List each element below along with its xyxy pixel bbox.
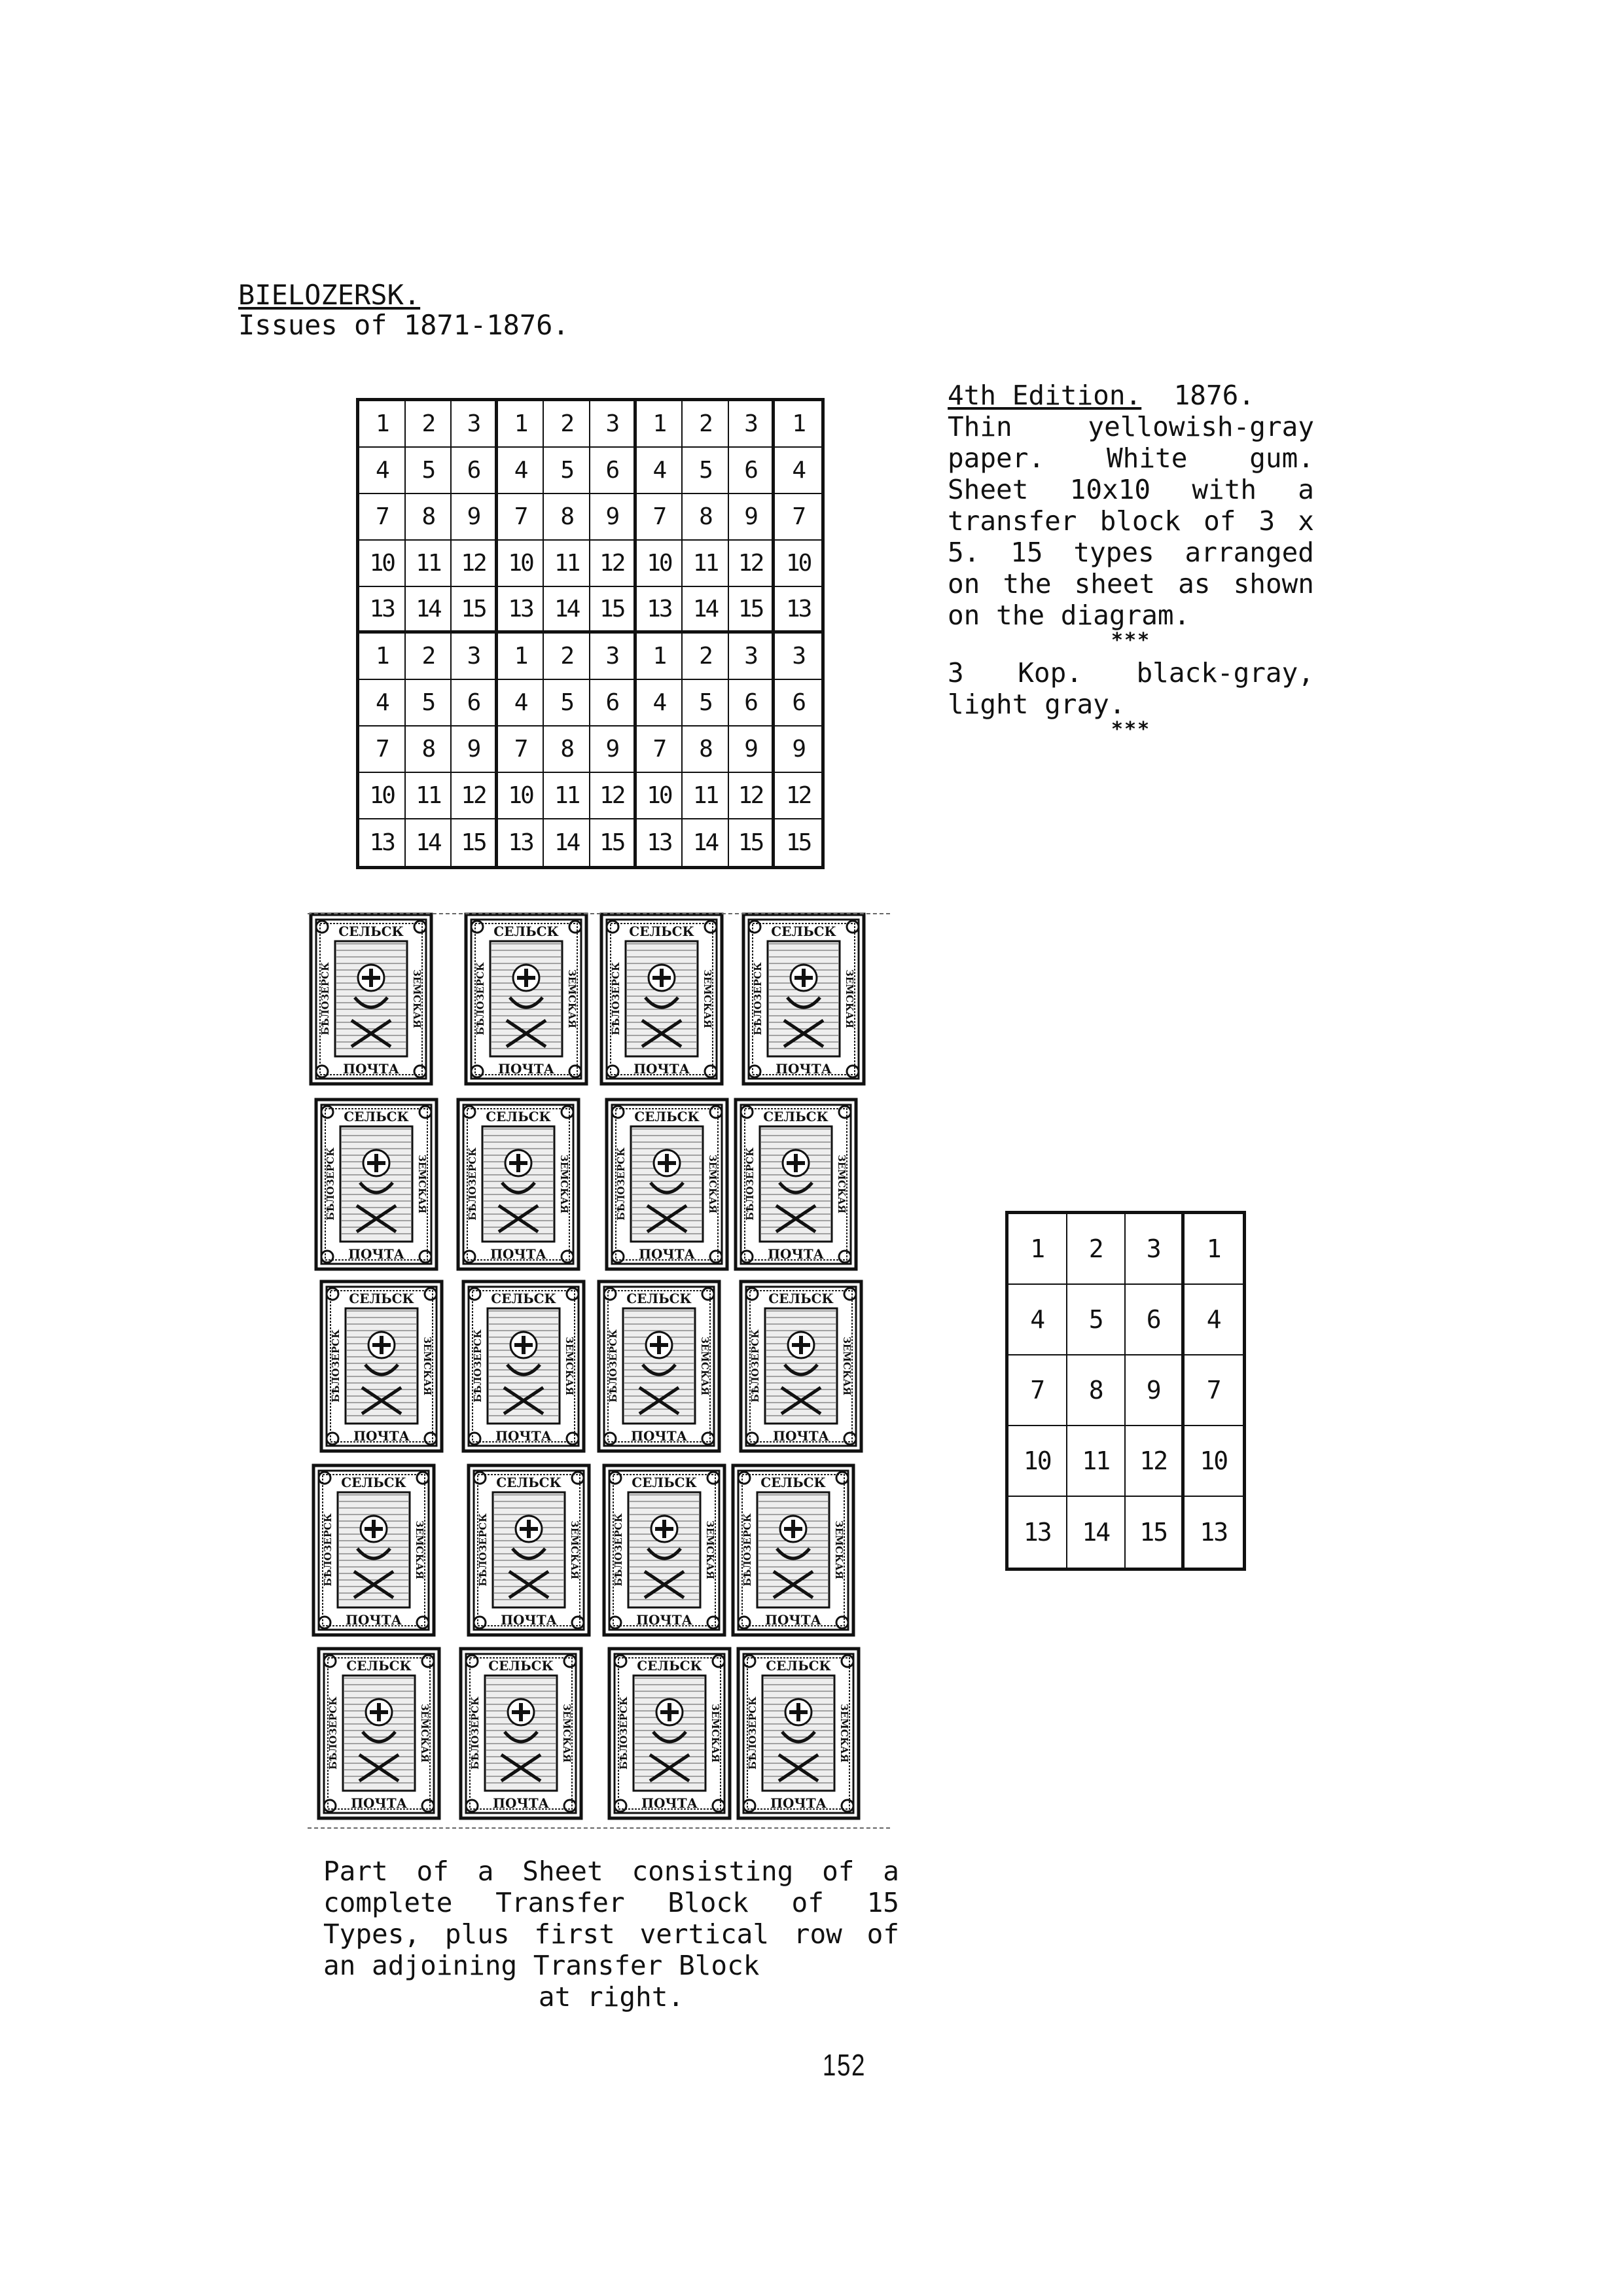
- block-cell: 4: [1185, 1285, 1243, 1355]
- stamp-right-text: ЗЕМСКАЯ: [836, 1155, 847, 1213]
- sheet-cell: 11: [544, 541, 590, 587]
- stamp-header-text: СЕЛЬСК: [344, 1109, 409, 1124]
- caption-last-line: at right.: [538, 1981, 685, 2013]
- sheet-cell: 1: [637, 634, 683, 680]
- page-header: [238, 280, 569, 340]
- sheet-cell: 15: [786, 829, 811, 856]
- stamp-footer-text: ПОЧТА: [770, 1795, 827, 1811]
- stamp-right-text: ЗЕМСКАЯ: [704, 1520, 716, 1579]
- block-cell: 3: [1126, 1214, 1185, 1285]
- separator: ***: [1111, 629, 1151, 652]
- stamp-left-text: БѢЛОЗЕРСК: [330, 1329, 342, 1403]
- sheet-cell: 8: [683, 494, 729, 541]
- stamp-footer-text: ПОЧТА: [498, 1061, 554, 1077]
- sheet-cell: 1: [637, 401, 683, 448]
- sheet-cell: 10: [775, 541, 821, 587]
- sheet-cell: 6: [590, 448, 637, 494]
- sheet-cell: 13: [498, 587, 544, 634]
- stamp-header-text: СЕЛЬСК: [768, 1291, 834, 1306]
- sheet-cell: 4: [498, 680, 544, 726]
- block-cell: 1: [1008, 1214, 1067, 1285]
- sheet-cell: 4: [498, 448, 544, 494]
- stamp-right-text: ЗЕМСКАЯ: [416, 1155, 428, 1213]
- stamp-header-text: СЕЛЬСК: [763, 1109, 829, 1124]
- block-cell: 13: [1200, 1518, 1228, 1547]
- stamp-footer-text: ПОЧТА: [773, 1428, 829, 1444]
- stamp-header-text: СЕЛЬСК: [637, 1658, 702, 1674]
- sheet-cell: 4: [359, 680, 406, 726]
- stamp-footer-text: ПОЧТА: [495, 1428, 552, 1444]
- block-cell: 2: [1067, 1214, 1126, 1285]
- sheet-cell: 8: [406, 494, 452, 541]
- sheet-cell: 4: [637, 448, 683, 494]
- stamp-footer-text: ПОЧТА: [493, 1795, 549, 1811]
- sheet-cell: 15: [729, 819, 776, 866]
- stamp-footer-text: ПОЧТА: [351, 1795, 407, 1811]
- stamp-footer-text: ПОЧТА: [631, 1428, 687, 1444]
- stamp-left-text: БѢЛОЗЕРСК: [319, 962, 331, 1035]
- sheet-cell: 7: [359, 494, 406, 541]
- stamp-right-text: ЗЕМСКАЯ: [419, 1704, 431, 1763]
- stamp-footer-text: ПОЧТА: [353, 1428, 410, 1444]
- sheet-cell: 15: [590, 819, 637, 866]
- stamp-footer-text: ПОЧТА: [636, 1612, 692, 1628]
- stamp-left-text: БѢЛОЗЕРСК: [752, 962, 764, 1035]
- block-cell: 13: [1008, 1497, 1067, 1568]
- stamp-header-text: СЕЛЬСК: [488, 1658, 554, 1674]
- sheet-cell: 2: [544, 634, 590, 680]
- sheet-cell: 9: [452, 726, 498, 773]
- sheet-cell: 8: [544, 726, 590, 773]
- sheet-cell: 7: [359, 726, 406, 773]
- stamp-left-text: БѢЛОЗЕРСК: [467, 1147, 478, 1221]
- block-cell: 10: [1185, 1426, 1243, 1497]
- block-cell: 10: [1008, 1426, 1067, 1497]
- stamp-header-text: СЕЛЬСК: [338, 924, 404, 939]
- stamp-right-text: ЗЕМСКАЯ: [561, 1704, 573, 1763]
- sheet-cell: 5: [544, 680, 590, 726]
- sheet-cell: 3: [452, 401, 498, 448]
- sheet-cell: 1: [498, 401, 544, 448]
- stamp-header-text: СЕЛЬСК: [771, 924, 836, 939]
- stamp-header-text: СЕЛЬСК: [496, 1475, 562, 1490]
- caption-text: Part of a Sheet consisting of a complete Transfer Block of 15 Types, plus first vertical row of an adjoining Transfer Block: [323, 1856, 899, 1981]
- sheet-cell: 12: [729, 773, 776, 819]
- stamp-left-text: БѢЛОЗЕРСК: [472, 1329, 484, 1403]
- stamp-block-image: [308, 913, 910, 1826]
- sheet-cell: 5: [683, 680, 729, 726]
- sheet-cell: 2: [683, 634, 729, 680]
- block-cell: 6: [1126, 1285, 1185, 1355]
- sheet-cell: 8: [683, 726, 729, 773]
- sheet-cell: 3: [590, 634, 637, 680]
- sheet-cell: 10: [359, 773, 406, 819]
- sheet-cell: 1: [359, 401, 406, 448]
- stamp-right-text: ЗЕМСКАЯ: [699, 1336, 711, 1395]
- page-number: 152: [822, 2048, 866, 2082]
- block-cell: 11: [1067, 1426, 1126, 1497]
- stamp-left-text: БѢЛОЗЕРСК: [615, 1147, 627, 1221]
- stamp-left-text: БѢЛОЗЕРСК: [477, 1513, 489, 1587]
- sheet-cell: 14: [683, 587, 729, 634]
- sheet-cell: 2: [406, 401, 452, 448]
- sheet-cell: 12: [452, 773, 498, 819]
- sheet-cell: 4: [775, 448, 821, 494]
- stamp-right-text: ЗЕМСКАЯ: [838, 1704, 850, 1763]
- sheet-cell: 6: [590, 680, 637, 726]
- stamp-right-text: ЗЕМСКАЯ: [566, 969, 578, 1028]
- stamp-right-text: ЗЕМСКАЯ: [421, 1336, 433, 1395]
- stamp-footer-text: ПОЧТА: [768, 1246, 824, 1262]
- stamp-header-text: СЕЛЬСК: [491, 1291, 556, 1306]
- stamp-left-text: БѢЛОЗЕРСК: [607, 1329, 619, 1403]
- sheet-cell: 3: [775, 634, 821, 680]
- stamp-left-text: БѢЛОЗЕРСК: [744, 1147, 756, 1221]
- page-title: BIELOZERSK.: [238, 279, 421, 311]
- stamp-footer-text: ПОЧТА: [343, 1061, 399, 1077]
- stamp-right-text: ЗЕМСКАЯ: [844, 969, 855, 1028]
- stamp-header-text: СЕЛЬСК: [626, 1291, 692, 1306]
- stamp-footer-text: ПОЧТА: [348, 1246, 404, 1262]
- sheet-cell: 10: [637, 773, 683, 819]
- sheet-cell: 5: [406, 680, 452, 726]
- block-cell: 14: [1067, 1497, 1126, 1568]
- sheet-diagram: [356, 398, 825, 869]
- sheet-cell: 7: [498, 726, 544, 773]
- sheet-cell: 9: [729, 726, 776, 773]
- sheet-cell: 15: [729, 587, 776, 634]
- stamp-right-text: ЗЕМСКАЯ: [411, 969, 423, 1028]
- sheet-cell: 12: [775, 773, 821, 819]
- stamp-header-text: СЕЛЬСК: [629, 924, 694, 939]
- stamp-right-text: ЗЕМСКАЯ: [709, 1704, 721, 1763]
- sheet-cell: 6: [729, 448, 776, 494]
- block-cell: 12: [1126, 1426, 1185, 1497]
- stamp-footer-text: ПОЧТА: [633, 1061, 690, 1077]
- stamp-header-text: СЕЛЬСК: [632, 1475, 697, 1490]
- block-cell: 7: [1008, 1355, 1067, 1426]
- stamp-header-text: СЕЛЬСК: [486, 1109, 551, 1124]
- stamp-value: 3 Kop. black-gray, light gray.: [948, 657, 1314, 720]
- sheet-cell: 11: [683, 773, 729, 819]
- transfer-block-diagram: [1005, 1211, 1246, 1571]
- sheet-cell: 3: [590, 401, 637, 448]
- sheet-cell: 8: [544, 494, 590, 541]
- edition-description: [948, 380, 1314, 740]
- sheet-cell: 4: [359, 448, 406, 494]
- stamp-right-text: ЗЕМСКАЯ: [841, 1336, 853, 1395]
- stamp-header-text: СЕЛЬСК: [493, 924, 559, 939]
- stamp-left-text: БѢЛОЗЕРСК: [610, 962, 622, 1035]
- stamp-footer-text: ПОЧТА: [346, 1612, 402, 1628]
- sheet-cell: 7: [775, 494, 821, 541]
- stamp-left-text: БѢЛОЗЕРСК: [474, 962, 486, 1035]
- sheet-cell: 15: [452, 587, 498, 634]
- sheet-cell: 5: [406, 448, 452, 494]
- stamp-footer-text: ПОЧТА: [641, 1795, 698, 1811]
- stamp-left-text: БѢЛОЗЕРСК: [322, 1513, 334, 1587]
- sheet-cell: 15: [590, 587, 637, 634]
- sheet-cell: 9: [452, 494, 498, 541]
- block-cell: 7: [1185, 1355, 1243, 1426]
- stamp-header-text: СЕЛЬСК: [760, 1475, 826, 1490]
- sheet-cell: 4: [637, 680, 683, 726]
- sheet-cell: 1: [498, 634, 544, 680]
- stamp-left-text: БѢЛОЗЕРСК: [747, 1696, 758, 1770]
- stamp-right-text: ЗЕМСКАЯ: [702, 969, 713, 1028]
- stamp-footer-text: ПОЧТА: [639, 1246, 695, 1262]
- stamp-header-text: СЕЛЬСК: [766, 1658, 831, 1674]
- sheet-cell: 7: [637, 726, 683, 773]
- sheet-cell: 14: [406, 819, 452, 866]
- stamp-left-text: БѢЛОЗЕРСК: [741, 1513, 753, 1587]
- stamp-left-text: БѢЛОЗЕРСК: [327, 1696, 339, 1770]
- edition-year: 1876.: [1173, 380, 1255, 411]
- sheet-cell: 10: [359, 541, 406, 587]
- stamp-right-text: ЗЕМСКАЯ: [833, 1520, 845, 1579]
- sheet-cell: 13: [498, 819, 544, 866]
- block-cell: 5: [1067, 1285, 1126, 1355]
- sheet-cell: 12: [590, 541, 637, 587]
- separator-2: ***: [1111, 718, 1151, 741]
- stamp-right-text: ЗЕМСКАЯ: [563, 1336, 575, 1395]
- sheet-cell: 5: [683, 448, 729, 494]
- stamp-header-text: СЕЛЬСК: [341, 1475, 406, 1490]
- stamp-left-text: БѢЛОЗЕРСК: [469, 1696, 481, 1770]
- sheet-cell: 11: [544, 773, 590, 819]
- sheet-cell: 14: [683, 819, 729, 866]
- sheet-cell: 6: [452, 448, 498, 494]
- stamp-header-text: СЕЛЬСК: [346, 1658, 412, 1674]
- stamp-left-text: БѢЛОЗЕРСК: [618, 1696, 630, 1770]
- block-cell: 15: [1126, 1497, 1185, 1568]
- stamp-header-text: СЕЛЬСК: [634, 1109, 700, 1124]
- page-subtitle: Issues of 1871-1876.: [238, 309, 569, 341]
- figure-caption: [323, 1856, 899, 2013]
- sheet-cell: 7: [498, 494, 544, 541]
- sheet-cell: 8: [406, 726, 452, 773]
- sheet-cell: 12: [729, 541, 776, 587]
- sheet-cell: 13: [637, 587, 683, 634]
- stamp-footer-text: ПОЧТА: [765, 1612, 821, 1628]
- sheet-cell: 11: [406, 773, 452, 819]
- sheet-cell: 15: [452, 819, 498, 866]
- sheet-cell: 5: [544, 448, 590, 494]
- sheet-cell: 10: [637, 541, 683, 587]
- stamp-left-text: БѢЛОЗЕРСК: [613, 1513, 624, 1587]
- stamp-right-text: ЗЕМСКАЯ: [414, 1520, 425, 1579]
- edition-text: Thin yellowish-gray paper. White gum. Sheet 10x10 with a transfer block of 3 x 5. 15 types arranged on the sheet as shown on the diagram.: [948, 411, 1314, 631]
- stamp-left-text: БѢЛОЗЕРСК: [749, 1329, 761, 1403]
- sheet-cell: 12: [590, 773, 637, 819]
- sheet-cell: 6: [729, 680, 776, 726]
- sheet-cell: 6: [452, 680, 498, 726]
- sheet-cell: 1: [775, 401, 821, 448]
- sheet-cell: 2: [544, 401, 590, 448]
- sheet-cell: 9: [590, 494, 637, 541]
- block-border: [308, 913, 890, 1829]
- block-cell: 8: [1067, 1355, 1126, 1426]
- sheet-cell: 13: [359, 587, 406, 634]
- sheet-cell: 10: [498, 773, 544, 819]
- stamp-left-text: БѢЛОЗЕРСК: [325, 1147, 336, 1221]
- block-cell: 4: [1008, 1285, 1067, 1355]
- sheet-cell: 9: [775, 726, 821, 773]
- sheet-cell: 2: [406, 634, 452, 680]
- sheet-cell: 3: [452, 634, 498, 680]
- sheet-cell: 3: [729, 634, 776, 680]
- sheet-cell: 12: [452, 541, 498, 587]
- stamp-right-text: ЗЕМСКАЯ: [558, 1155, 570, 1213]
- edition-heading: 4th Edition.: [948, 380, 1142, 411]
- sheet-cell: 13: [637, 819, 683, 866]
- stamp-footer-text: ПОЧТА: [776, 1061, 832, 1077]
- sheet-cell: 10: [498, 541, 544, 587]
- sheet-cell: 9: [729, 494, 776, 541]
- sheet-cell: 6: [775, 680, 821, 726]
- sheet-cell: 2: [683, 401, 729, 448]
- sheet-cell: 7: [637, 494, 683, 541]
- sheet-cell: 14: [544, 587, 590, 634]
- stamp-right-text: ЗЕМСКАЯ: [707, 1155, 719, 1213]
- sheet-cell: 13: [775, 587, 821, 634]
- stamp-header-text: СЕЛЬСК: [349, 1291, 414, 1306]
- block-cell: 1: [1185, 1214, 1243, 1285]
- block-cell: 9: [1126, 1355, 1185, 1426]
- sheet-cell: 14: [406, 587, 452, 634]
- sheet-cell: 11: [406, 541, 452, 587]
- sheet-cell: 14: [544, 819, 590, 866]
- stamp-footer-text: ПОЧТА: [501, 1612, 557, 1628]
- stamp-footer-text: ПОЧТА: [490, 1246, 546, 1262]
- sheet-cell: 1: [359, 634, 406, 680]
- sheet-cell: 11: [683, 541, 729, 587]
- stamp-right-text: ЗЕМСКАЯ: [569, 1520, 580, 1579]
- sheet-cell: 9: [590, 726, 637, 773]
- sheet-cell: 3: [729, 401, 776, 448]
- sheet-cell: 13: [359, 819, 406, 866]
